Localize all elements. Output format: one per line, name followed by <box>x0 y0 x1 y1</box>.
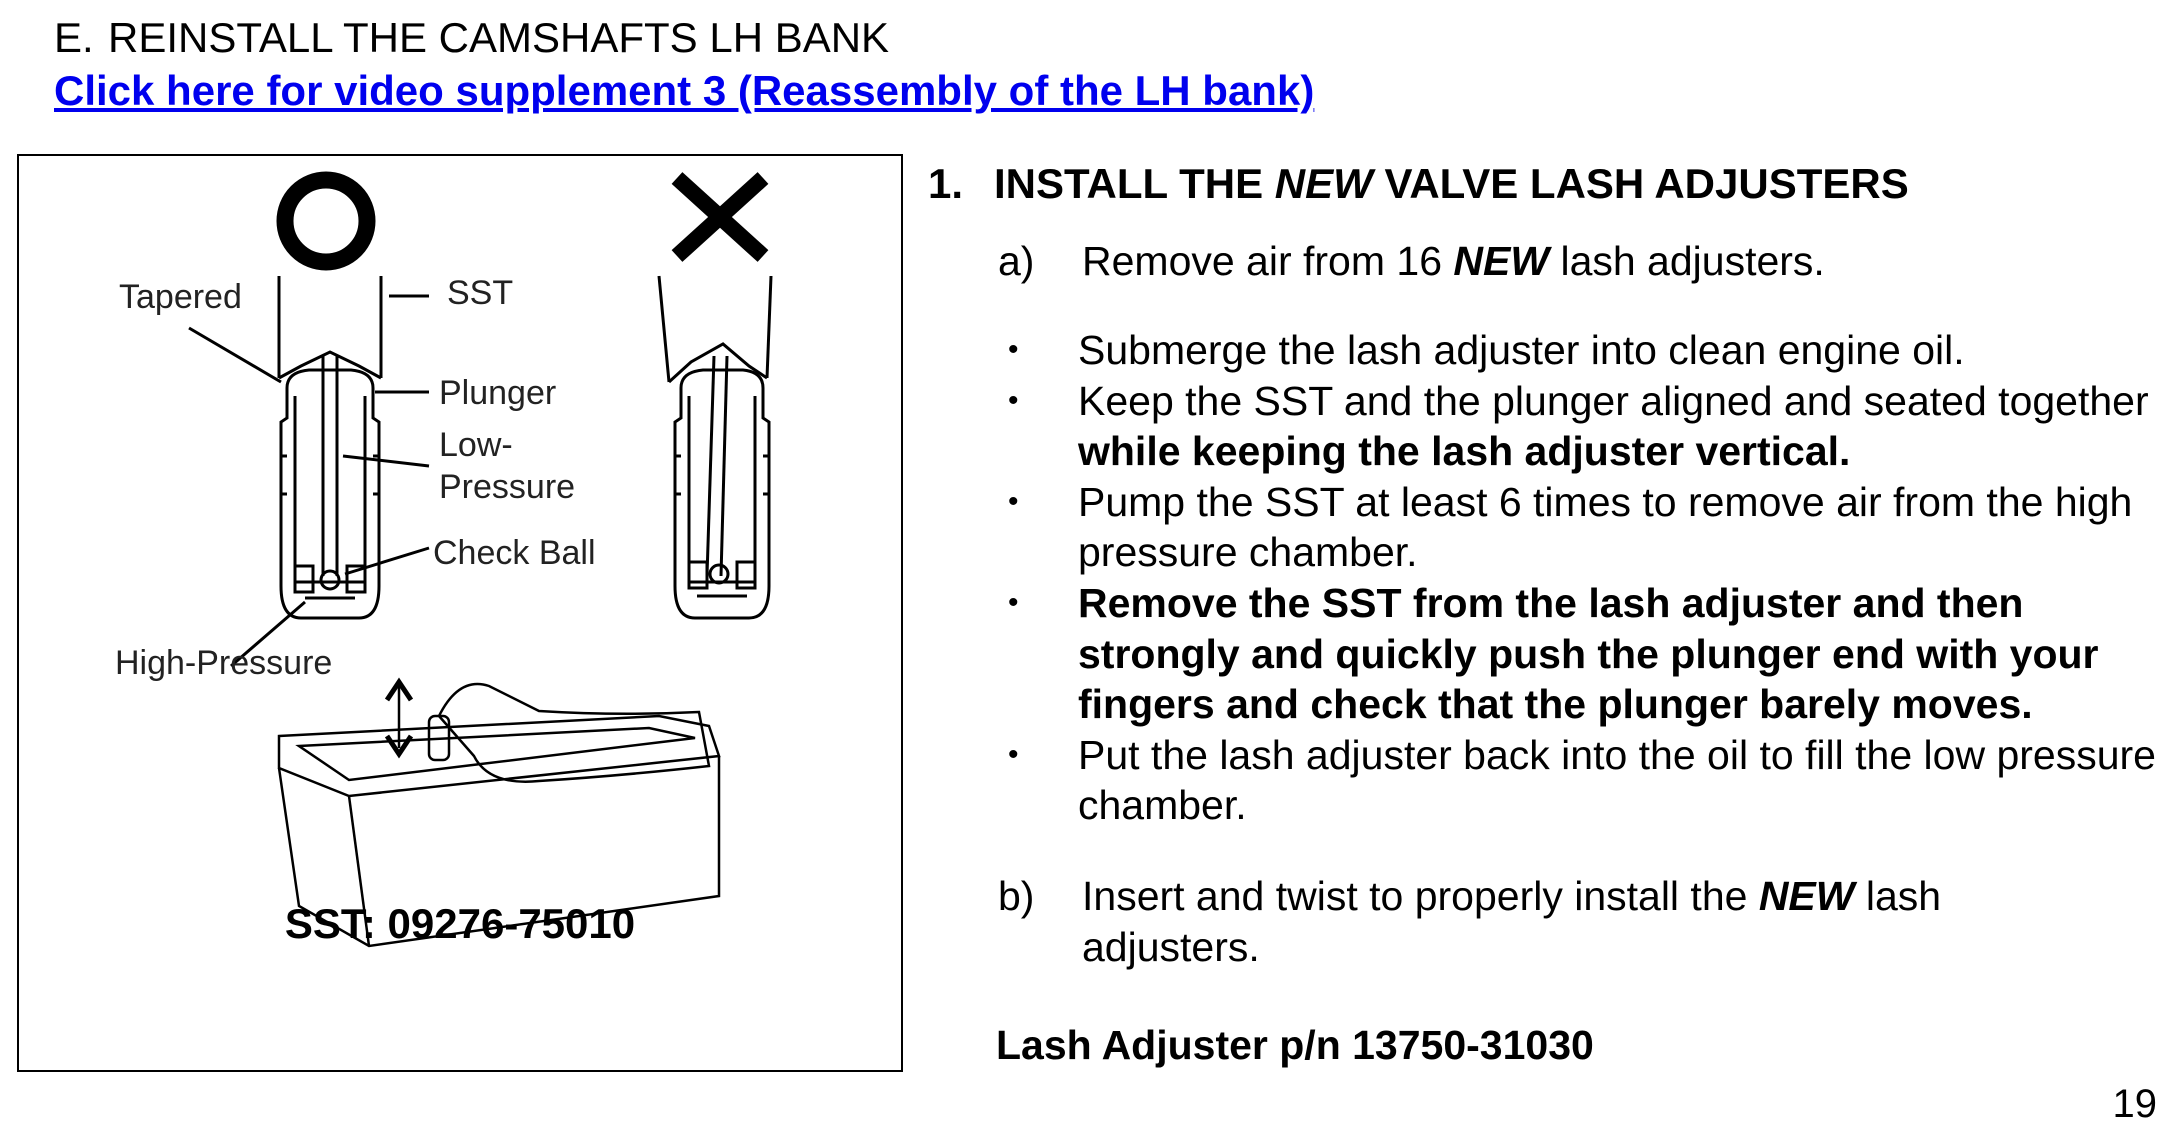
list-item: • Submerge the lash adjuster into clean engine oil. <box>998 325 2168 376</box>
correct-adjuster-drawing <box>189 276 429 666</box>
section-title: REINSTALL THE CAMSHAFTS LH BANK <box>108 14 890 61</box>
substep-text: Remove air from 16 NEW lash adjusters. <box>1082 238 1825 284</box>
step-number: 1. <box>928 160 964 207</box>
incorrect-adjuster-drawing <box>659 276 771 618</box>
step-title: 1. INSTALL THE NEW VALVE LASH ADJUSTERS <box>928 160 1909 207</box>
video-supplement-link[interactable]: Click here for video supplement 3 (Reassembly of the LH bank) <box>54 67 1315 114</box>
label-low-pressure-2: Pressure <box>439 468 576 506</box>
page-number: 19 <box>2112 1082 2157 1126</box>
section-heading <box>54 14 889 62</box>
substep-marker: b) <box>998 873 1035 919</box>
label-check-ball: Check Ball <box>433 534 596 572</box>
cross-mark-icon <box>677 178 763 256</box>
label-low-pressure-1: Low- <box>439 426 513 464</box>
list-item: • Put the lash adjuster back into the oil to fill the low pressure chamber. <box>998 730 2168 831</box>
list-item: • Remove the SST from the lash adjuster and then strongly and quickly push the plunger end with your fingers and check that the plunger barely moves. <box>998 578 2168 730</box>
procedure-bullet-list <box>998 325 2168 831</box>
lash-adjuster-part-number: Lash Adjuster p/n 13750-31030 <box>996 1022 1594 1068</box>
list-item: • Keep the SST and the plunger aligned and seated together while keeping the lash adjuster vertical. <box>998 376 2168 477</box>
substep-text: Insert and twist to properly install the NEW lash adjusters. <box>1082 873 1942 970</box>
label-sst: SST <box>447 274 514 312</box>
section-number: E. <box>54 14 94 61</box>
list-item: • Pump the SST at least 6 times to remove air from the high pressure chamber. <box>998 477 2168 578</box>
lash-adjuster-figure <box>17 154 903 1072</box>
substep-marker: a) <box>998 238 1035 284</box>
label-tapered: Tapered <box>119 278 242 316</box>
label-high-pressure: High-Pressure <box>115 644 333 682</box>
circle-mark-icon <box>285 180 367 262</box>
sst-caption: SST: 09276-75010 <box>284 900 636 947</box>
label-plunger: Plunger <box>439 374 557 412</box>
